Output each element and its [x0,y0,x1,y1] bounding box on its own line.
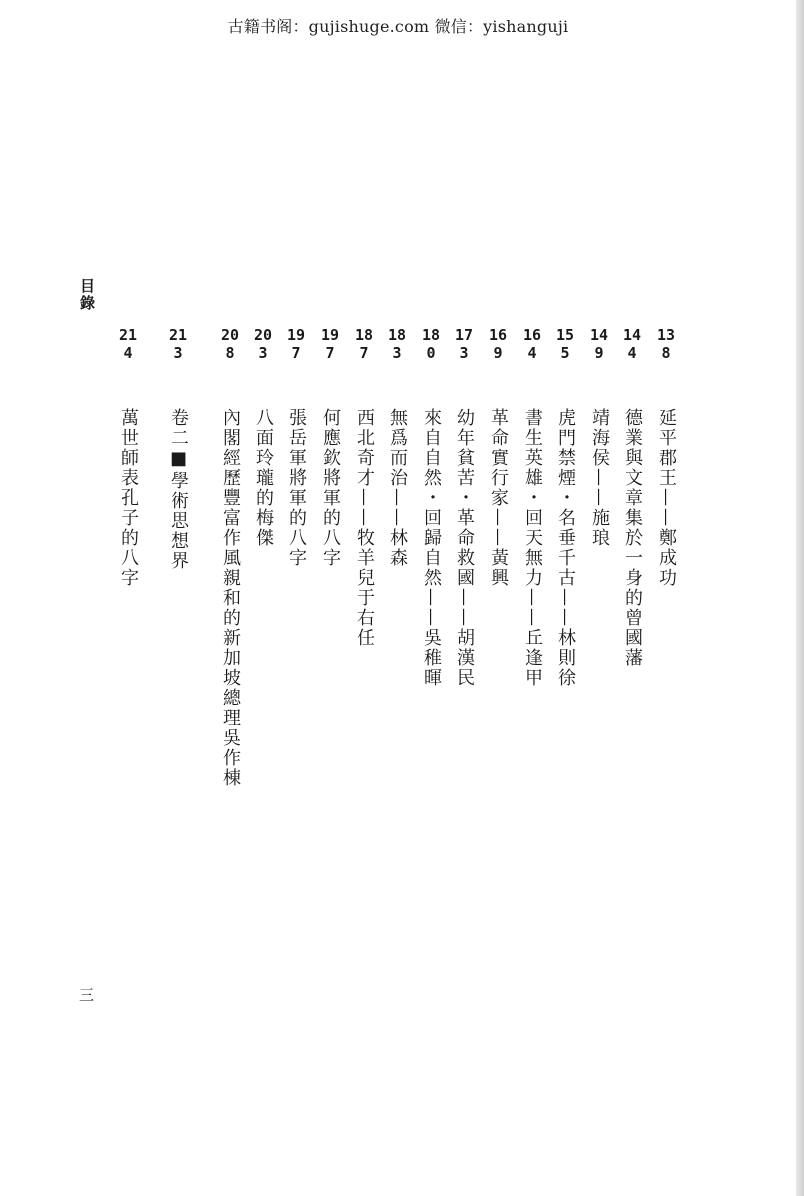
running-title: 目錄 [78,278,96,312]
toc-page-ref: 164 [522,326,542,362]
toc-entry [385,326,409,568]
watermark-text: 古籍书阁：gujishuge.com 微信：yishanguji [227,17,569,36]
toc-page-ref: 155 [555,326,575,362]
toc-entry [284,326,308,568]
toc-entry [654,326,678,588]
toc-entry-title: 德業與文章集於一身的曾國藩 [622,408,643,668]
toc-page-ref: 173 [454,326,474,362]
toc-page-ref: 208 [220,326,240,362]
toc-page-ref: 213 [168,326,188,362]
page-number: 三 [79,986,95,1004]
toc-entry-title: 幼年貧苦・革命救國——胡漢民 [454,408,475,688]
toc-entry [352,326,376,648]
toc-page-ref: 169 [488,326,508,362]
toc-page-ref: 149 [589,326,609,362]
toc-entry-title: 何應欽將軍的八字 [320,408,341,568]
toc-entry [486,326,510,588]
page-edge [796,0,804,1196]
toc-entry [419,326,443,688]
toc-page-ref: 197 [286,326,306,362]
toc-entry-title: 來自自然・回歸自然——吳稚暉 [421,408,442,688]
toc-entry-title: 無爲而治——林森 [387,408,408,568]
toc-page-ref: 183 [387,326,407,362]
toc-entry [520,326,544,688]
toc-entry [318,326,342,568]
toc-entry [166,326,190,571]
toc-page-ref: 197 [320,326,340,362]
toc-entry-title: 張岳軍將軍的八字 [286,408,307,568]
toc-entry-title: 延平郡王——鄭成功 [656,408,677,588]
toc-page-ref: 180 [421,326,441,362]
toc-entry-title: 靖海侯——施琅 [589,408,610,548]
toc-entry-title: 書生英雄・回天無力——丘逢甲 [522,408,543,688]
toc-entry-title: 內閣經歷豐富作風親和的新加坡總理吳作棟 [220,408,241,788]
toc-page-ref: 203 [253,326,273,362]
toc-entry-title: 革命實行家——黃興 [488,408,509,588]
toc-page-ref: 138 [656,326,676,362]
toc-page-ref: 214 [118,326,138,362]
toc-entry-title: 虎門禁煙・名垂千古——林則徐 [555,408,576,688]
toc-entry-title: 八面玲瓏的梅傑 [253,408,274,548]
toc-entry [587,326,611,548]
toc-entry-title: 卷二■學術思想界 [168,408,189,571]
toc-entry-title: 西北奇才——牧羊兒于右任 [354,408,375,648]
toc-entry [218,326,242,788]
toc-entry [452,326,476,688]
toc-entry [620,326,644,668]
toc-entry-title: 萬世師表孔子的八字 [118,408,139,588]
toc-entry [251,326,275,548]
toc-entry [116,326,140,588]
toc-entry [553,326,577,688]
toc-page-ref: 187 [354,326,374,362]
toc-page-ref: 144 [622,326,642,362]
